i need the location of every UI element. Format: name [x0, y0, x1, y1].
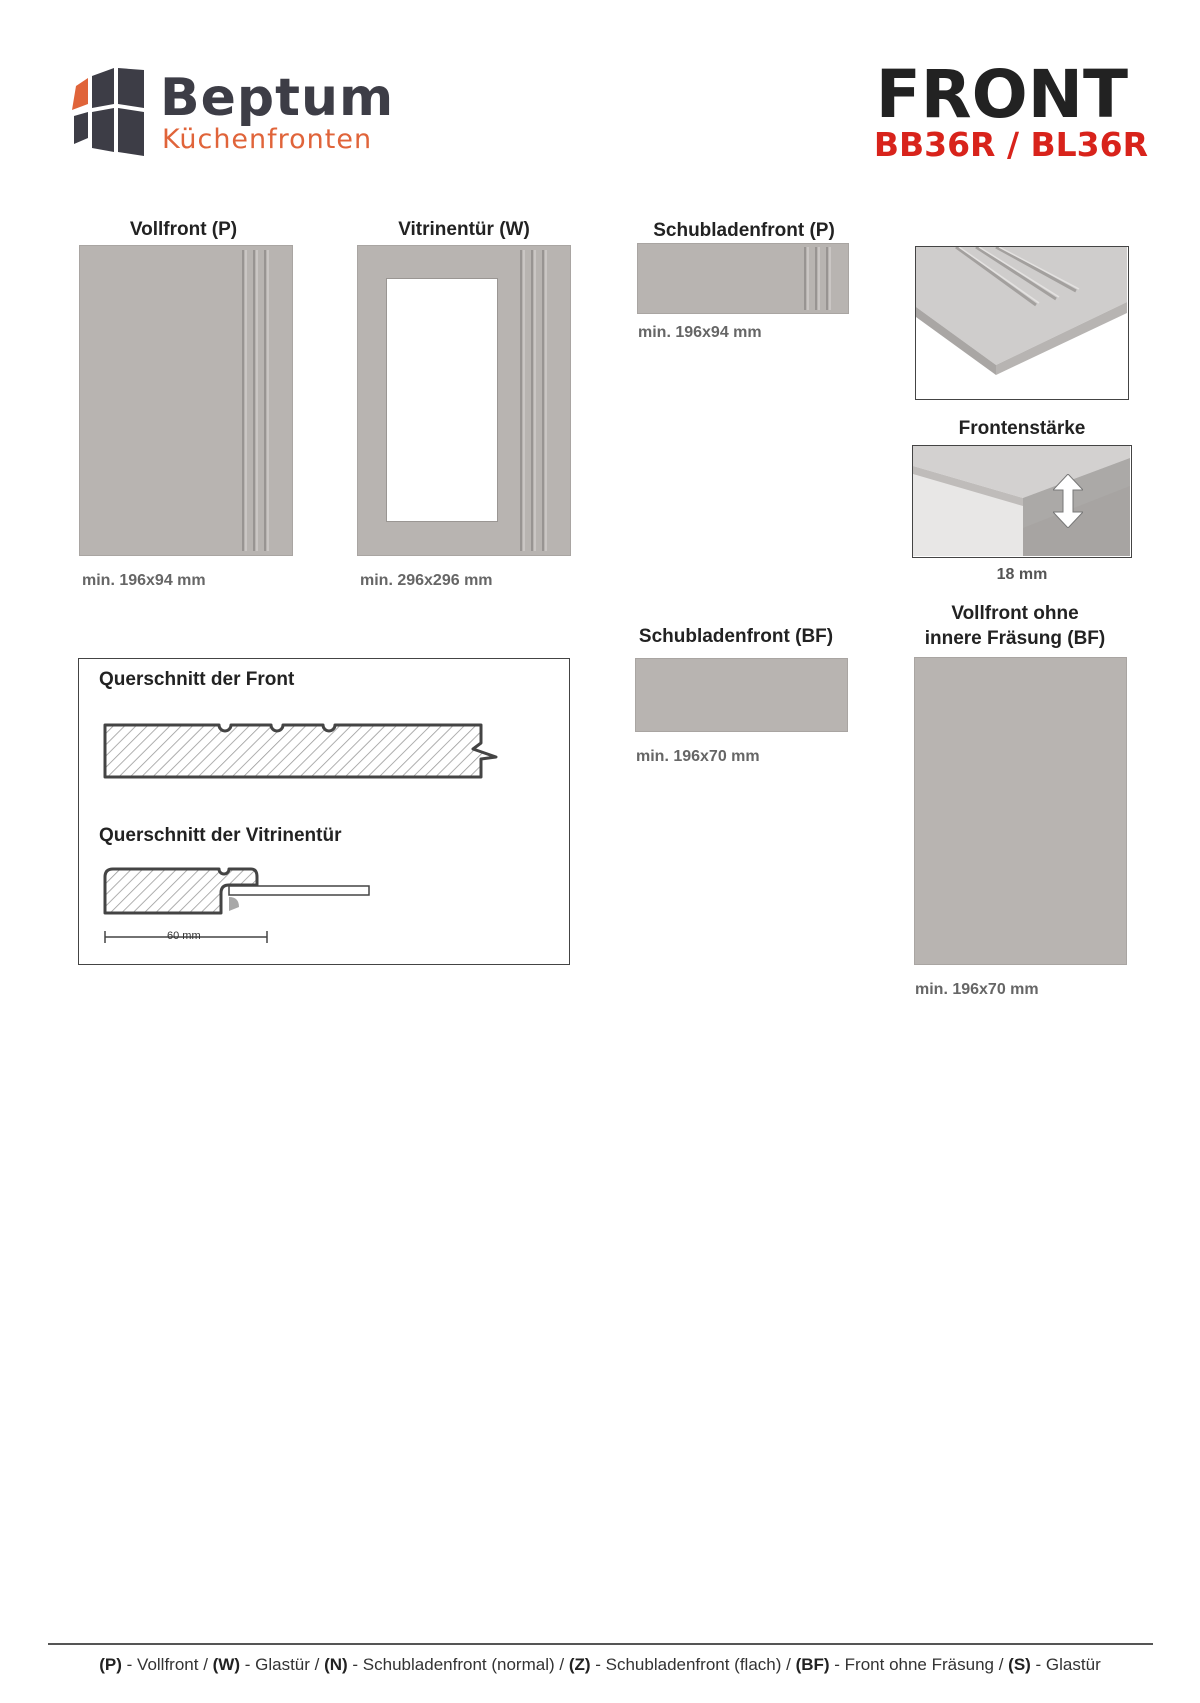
page-title: FRONT [875, 56, 1128, 133]
vollfront-ohne-bf-label-1: Vollfront ohne [951, 603, 1079, 624]
frontenstaerke-value: 18 mm [996, 566, 1048, 583]
legend-code-n: (N) [324, 1655, 348, 1674]
vollfront-ohne-bf-min: min. 196x70 mm [915, 981, 1039, 998]
schubladenfront-p-label: Schubladenfront (P) [653, 220, 835, 241]
legend-text-n: - Schubladenfront (normal) / [347, 1655, 569, 1674]
model-codes: BB36R / BL36R [873, 125, 1148, 164]
cross-section-front-title: Querschnitt der Front [99, 669, 295, 690]
logo-mark-icon [70, 68, 152, 156]
brand-logo [70, 68, 400, 158]
brand-subtitle: Küchenfronten [162, 124, 373, 155]
cross-section-box [78, 658, 570, 965]
schubladenfront-p-min: min. 196x94 mm [638, 324, 762, 341]
schubladenfront-bf-min: min. 196x70 mm [636, 748, 760, 765]
vitrinentuer-w-label: Vitrinentür (W) [398, 219, 530, 240]
legend-text-w: - Glastür / [240, 1655, 325, 1674]
vollfront-ohne-bf-panel [915, 658, 1126, 964]
legend [0, 1655, 1200, 1675]
frontenstaerke-view [912, 445, 1132, 558]
thickness-arrow-icon [1053, 474, 1083, 528]
footer-divider [48, 1643, 1153, 1645]
edge-3d-view [915, 246, 1129, 400]
vollfront-p-label: Vollfront (P) [129, 219, 238, 240]
cross-section-front-drawing [101, 715, 541, 785]
frontenstaerke-label: Frontenstärke [958, 418, 1086, 439]
schubladenfront-bf-panel [636, 659, 847, 731]
vollfront-p-min: min. 196x94 mm [82, 572, 206, 589]
vitrinentuer-w-panel [358, 246, 570, 555]
brand-name: Beptum [160, 68, 395, 128]
legend-code-bf: (BF) [795, 1655, 830, 1674]
vitrinentuer-w-min: min. 296x296 mm [360, 572, 493, 589]
legend-code-w: (W) [212, 1655, 241, 1674]
legend-code-p: (P) [99, 1655, 122, 1674]
cross-section-vitrine-drawing [101, 865, 401, 965]
legend-text-bf: - Front ohne Fräsung / [829, 1655, 1009, 1674]
schubladenfront-bf-label: Schubladenfront (BF) [638, 626, 834, 647]
vollfront-p-panel [80, 246, 292, 555]
legend-text-s: - Glastür [1030, 1655, 1101, 1674]
legend-text-z: - Schubladenfront (flach) / [590, 1655, 796, 1674]
legend-code-z: (Z) [568, 1655, 591, 1674]
legend-code-s: (S) [1008, 1655, 1031, 1674]
dimension-label: 60 mm [167, 930, 201, 942]
legend-text-p: - Vollfront / [121, 1655, 213, 1674]
cross-section-vitrine-title: Querschnitt der Vitrinentür [99, 825, 342, 846]
schubladenfront-p-panel [638, 244, 848, 313]
vollfront-ohne-bf-label-2: innere Fräsung (BF) [924, 628, 1106, 649]
